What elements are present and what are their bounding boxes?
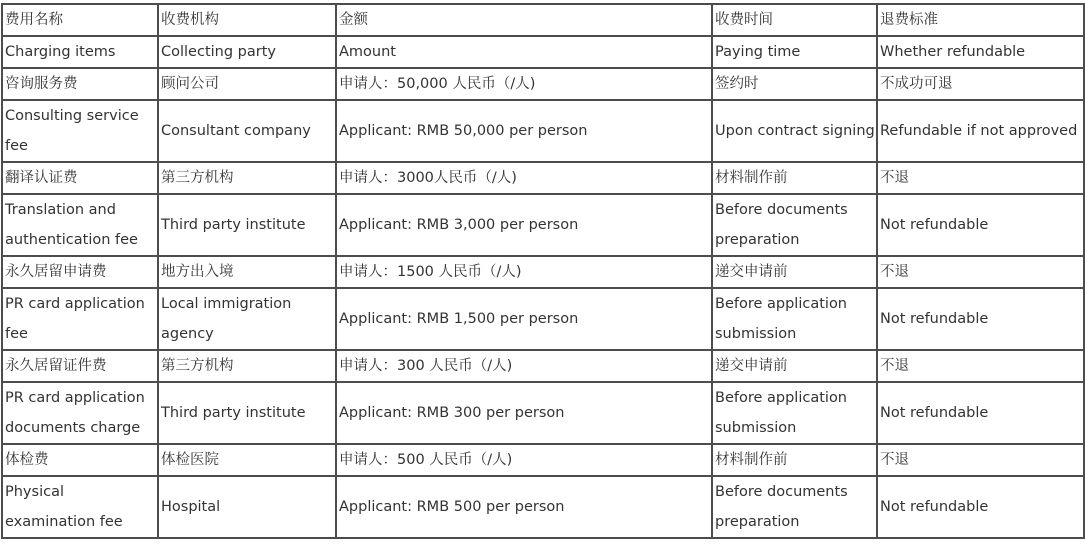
- cell-time: 材料制作前: [712, 444, 877, 476]
- table-row-en: [2, 288, 1084, 350]
- cell-item: PR card application documents charge: [2, 382, 158, 444]
- cell-time: Upon contract signing: [712, 100, 877, 162]
- cell-amount: 申请人：300 人民币（/人): [336, 350, 712, 382]
- cell-refund: Not refundable: [877, 476, 1084, 538]
- cell-refund: Refundable if not approved: [877, 100, 1084, 162]
- table-row-cn: [2, 256, 1084, 288]
- cell-refund: 不成功可退: [877, 68, 1084, 100]
- header-row-en: [2, 36, 1084, 68]
- table-row-cn: [2, 350, 1084, 382]
- cell-refund: 不退: [877, 350, 1084, 382]
- header-cell-party-cn: 收费机构: [158, 4, 336, 36]
- cell-item: Physical examination fee: [2, 476, 158, 538]
- cell-item: Translation and authentication fee: [2, 194, 158, 256]
- cell-amount: Applicant: RMB 300 per person: [336, 382, 712, 444]
- cell-time: 材料制作前: [712, 162, 877, 194]
- header-cell-time-cn: 收费时间: [712, 4, 877, 36]
- header-cell-item-cn: 费用名称: [2, 4, 158, 36]
- header-cell-amount-cn: 金额: [336, 4, 712, 36]
- cell-party: Hospital: [158, 476, 336, 538]
- cell-amount: 申请人：1500 人民币（/人): [336, 256, 712, 288]
- cell-party: Consultant company: [158, 100, 336, 162]
- cell-amount: Applicant: RMB 500 per person: [336, 476, 712, 538]
- cell-refund: 不退: [877, 444, 1084, 476]
- cell-party: 地方出入境: [158, 256, 336, 288]
- cell-item: 永久居留证件费: [2, 350, 158, 382]
- cell-refund: Not refundable: [877, 382, 1084, 444]
- cell-party: Third party institute: [158, 382, 336, 444]
- cell-time: 递交申请前: [712, 256, 877, 288]
- cell-refund: Not refundable: [877, 194, 1084, 256]
- table-row-en: [2, 382, 1084, 444]
- table-row-cn: [2, 68, 1084, 100]
- cell-party: 第三方机构: [158, 162, 336, 194]
- cell-item: Consulting service fee: [2, 100, 158, 162]
- header-cell-party-en: Collecting party: [158, 36, 336, 68]
- cell-item: 永久居留申请费: [2, 256, 158, 288]
- cell-amount: Applicant: RMB 50,000 per person: [336, 100, 712, 162]
- cell-time: Before documents preparation: [712, 476, 877, 538]
- table-row-en: [2, 476, 1084, 538]
- cell-party: Third party institute: [158, 194, 336, 256]
- cell-time: 递交申请前: [712, 350, 877, 382]
- cell-item: 咨询服务费: [2, 68, 158, 100]
- table-row-en: [2, 194, 1084, 256]
- cell-refund: 不退: [877, 256, 1084, 288]
- header-cell-refund-en: Whether refundable: [877, 36, 1084, 68]
- cell-party: Local immigration agency: [158, 288, 336, 350]
- table-row-cn: [2, 444, 1084, 476]
- header-cell-item-en: Charging items: [2, 36, 158, 68]
- cell-party: 第三方机构: [158, 350, 336, 382]
- cell-amount: Applicant: RMB 3,000 per person: [336, 194, 712, 256]
- cell-refund: Not refundable: [877, 288, 1084, 350]
- cell-amount: 申请人：3000人民币（/人): [336, 162, 712, 194]
- fee-table: [1, 3, 1085, 539]
- cell-item: 翻译认证费: [2, 162, 158, 194]
- cell-amount: 申请人：500 人民币（/人): [336, 444, 712, 476]
- cell-time: Before application submission: [712, 382, 877, 444]
- header-cell-time-en: Paying time: [712, 36, 877, 68]
- cell-amount: 申请人：50,000 人民币（/人): [336, 68, 712, 100]
- cell-item: 体检费: [2, 444, 158, 476]
- table-row-en: [2, 100, 1084, 162]
- cell-time: Before documents preparation: [712, 194, 877, 256]
- cell-refund: 不退: [877, 162, 1084, 194]
- cell-party: 顾问公司: [158, 68, 336, 100]
- cell-party: 体检医院: [158, 444, 336, 476]
- header-cell-amount-en: Amount: [336, 36, 712, 68]
- header-cell-refund-cn: 退费标准: [877, 4, 1084, 36]
- cell-time: Before application submission: [712, 288, 877, 350]
- cell-amount: Applicant: RMB 1,500 per person: [336, 288, 712, 350]
- cell-item: PR card application fee: [2, 288, 158, 350]
- table-row-cn: [2, 162, 1084, 194]
- header-row-cn: [2, 4, 1084, 36]
- cell-time: 签约时: [712, 68, 877, 100]
